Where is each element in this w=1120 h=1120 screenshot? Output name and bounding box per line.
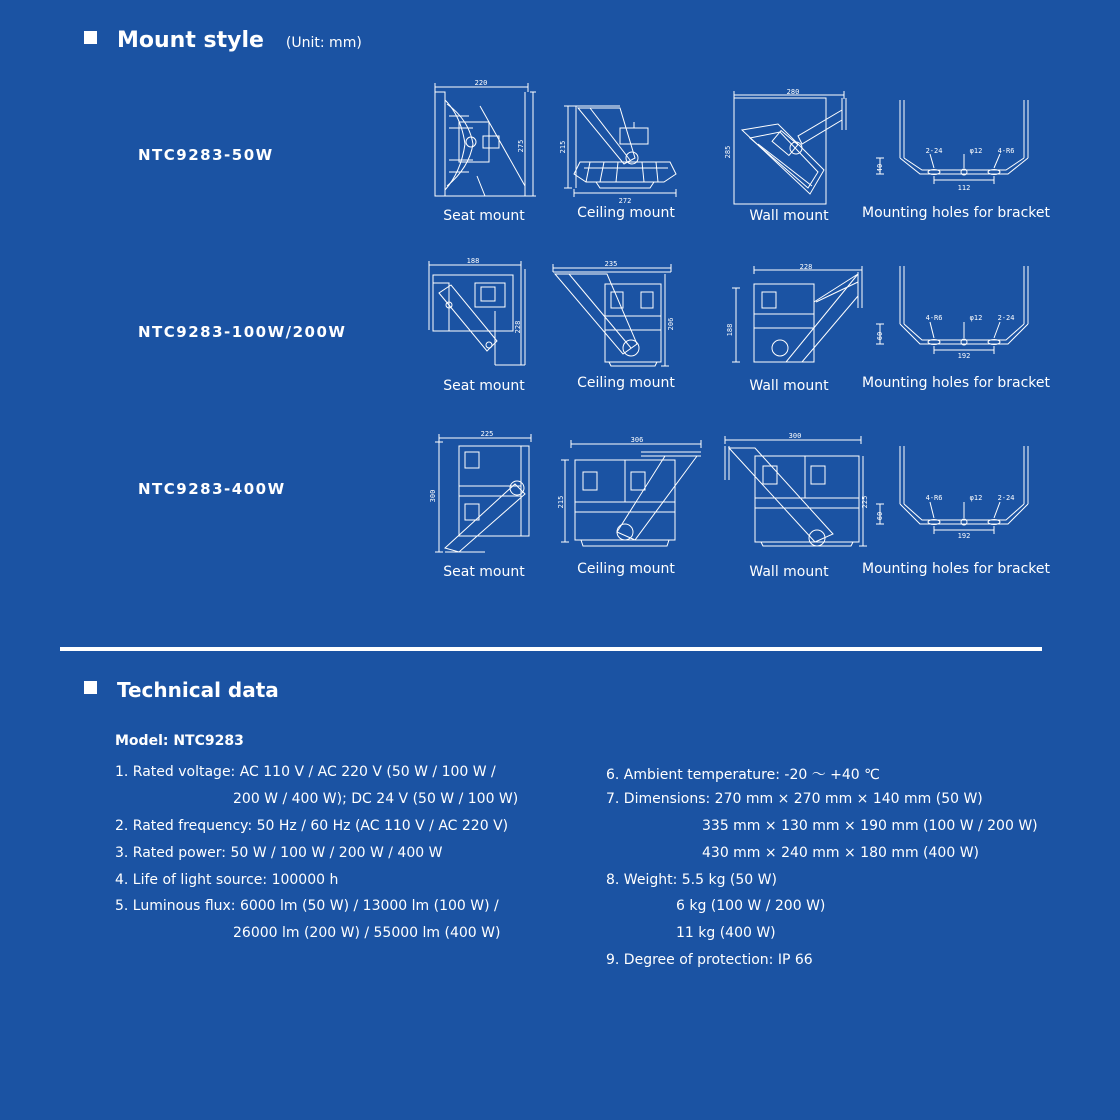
caption-seat-mount-400w: Seat mount (443, 564, 525, 580)
model-label: Model: NTC9283 (115, 733, 244, 749)
mount-style-title: Mount style (117, 28, 264, 53)
seat-mount-drawing-400w (425, 428, 540, 558)
hole-label-mid-400w: φ12 (969, 494, 983, 502)
wall-mount-drawing-50w (720, 86, 852, 208)
caption-ceiling-mount-50w: Ceiling mount (577, 205, 675, 221)
dim-ceiling-400w-width: 306 (630, 436, 644, 444)
dim-holes-400w-width: 192 (957, 532, 971, 540)
dim-seat-400w-height: 300 (429, 489, 437, 503)
dim-wall-400w-height: 225 (861, 495, 869, 509)
dim-wall-50w-width: 280 (786, 88, 800, 96)
spec-luminous-flux-cont: 26000 lm (200 W) / 55000 lm (400 W) (233, 925, 501, 941)
hole-label-right-400w: 2-24 (997, 494, 1015, 502)
dim-ceiling-100w-height: 206 (667, 317, 675, 331)
dim-seat-400w-width: 225 (480, 430, 494, 438)
caption-holes-400w: Mounting holes for bracket (862, 561, 1050, 577)
spec-life: 4. Life of light source: 100000 h (115, 872, 339, 888)
dim-ceiling-50w-width: 272 (618, 197, 632, 205)
caption-holes-100w: Mounting holes for bracket (862, 375, 1050, 391)
spec-dimensions: 7. Dimensions: 270 mm × 270 mm × 140 mm (50 W) (606, 791, 983, 807)
spec-ambient-temperature: 6. Ambient temperature: -20 ～ +40 ℃ (606, 767, 880, 783)
caption-holes-50w: Mounting holes for bracket (862, 205, 1050, 221)
spec-dimensions-100w: 335 mm × 130 mm × 190 mm (100 W / 200 W) (702, 818, 1038, 834)
spec-rated-voltage-cont: 200 W / 400 W); DC 24 V (50 W / 100 W) (233, 791, 519, 807)
hole-label-right-100w: 2-24 (997, 314, 1015, 322)
dim-seat-100w-height: 228 (514, 320, 522, 334)
caption-ceiling-mount-400w: Ceiling mount (577, 561, 675, 577)
hole-label-mid-100w: φ12 (969, 314, 983, 322)
caption-wall-mount-400w: Wall mount (749, 564, 829, 580)
wall-mount-drawing-100w (720, 262, 870, 374)
spec-protection: 9. Degree of protection: IP 66 (606, 952, 813, 968)
dim-ceiling-100w-width: 235 (604, 260, 618, 268)
wall-mount-drawing-400w (715, 430, 870, 555)
dim-seat-50w-height: 275 (517, 139, 525, 153)
hole-label-left-400w: 4-R6 (925, 494, 943, 502)
dim-holes-400w-height: 60 (876, 511, 884, 521)
dim-ceiling-400w-height: 215 (557, 495, 565, 509)
model-name-100w-200w: NTC9283-100W/200W (138, 323, 347, 341)
hole-label-right-50w: 4-R6 (997, 147, 1015, 155)
spec-luminous-flux: 5. Luminous flux: 6000 lm (50 W) / 13000 lm (100 W) / (115, 898, 499, 914)
dim-wall-400w-width: 300 (788, 432, 802, 440)
dim-holes-100w-height: 60 (876, 331, 884, 341)
spec-rated-frequency: 2. Rated frequency: 50 Hz / 60 Hz (AC 110 V / AC 220 V) (115, 818, 509, 834)
dim-holes-50w-height: 40 (876, 163, 884, 173)
hole-label-left-50w: 2-24 (925, 147, 943, 155)
mounting-holes-drawing-100w (870, 264, 1050, 364)
ceiling-mount-drawing-100w (545, 258, 685, 373)
caption-ceiling-mount-100w: Ceiling mount (577, 375, 675, 391)
dim-wall-100w-width: 228 (799, 263, 813, 271)
caption-seat-mount-100w: Seat mount (443, 378, 525, 394)
caption-wall-mount-100w: Wall mount (749, 378, 829, 394)
dim-holes-100w-width: 192 (957, 352, 971, 360)
unit-note: (Unit: mm) (285, 35, 362, 51)
spec-rated-power: 3. Rated power: 50 W / 100 W / 200 W / 400 W (115, 845, 443, 861)
ceiling-mount-drawing-50w (560, 100, 690, 205)
section-divider (60, 647, 1042, 651)
ceiling-mount-drawing-400w (555, 432, 705, 554)
dim-wall-50w-height: 285 (724, 145, 732, 159)
mounting-holes-drawing-50w (870, 96, 1050, 196)
dim-holes-50w-width: 112 (957, 184, 971, 192)
spec-weight: 8. Weight: 5.5 kg (50 W) (606, 872, 777, 888)
seat-mount-drawing-100w (425, 255, 535, 370)
model-name-50w: NTC9283-50W (138, 146, 274, 164)
model-name-400w: NTC9283-400W (138, 480, 286, 498)
mounting-holes-drawing-400w (870, 444, 1050, 544)
spec-weight-400w: 11 kg (400 W) (676, 925, 776, 941)
dim-wall-100w-height: 188 (726, 323, 734, 337)
bullet-square-icon (84, 681, 97, 694)
seat-mount-drawing-50w (425, 76, 540, 206)
mount-style-heading (84, 28, 362, 53)
dim-seat-50w-width: 220 (474, 79, 488, 87)
bullet-square-icon (84, 31, 97, 44)
hole-label-mid-50w: φ12 (969, 147, 983, 155)
technical-data-heading (84, 678, 279, 702)
technical-data-title: Technical data (117, 678, 279, 702)
caption-seat-mount-50w: Seat mount (443, 208, 525, 224)
caption-wall-mount-50w: Wall mount (749, 208, 829, 224)
dim-ceiling-50w-height: 215 (559, 140, 567, 154)
spec-rated-voltage: 1. Rated voltage: AC 110 V / AC 220 V (50 W / 100 W / (115, 764, 496, 780)
spec-weight-100w: 6 kg (100 W / 200 W) (676, 898, 826, 914)
hole-label-left-100w: 4-R6 (925, 314, 943, 322)
dim-seat-100w-width: 188 (466, 257, 480, 265)
spec-dimensions-400w: 430 mm × 240 mm × 180 mm (400 W) (702, 845, 979, 861)
